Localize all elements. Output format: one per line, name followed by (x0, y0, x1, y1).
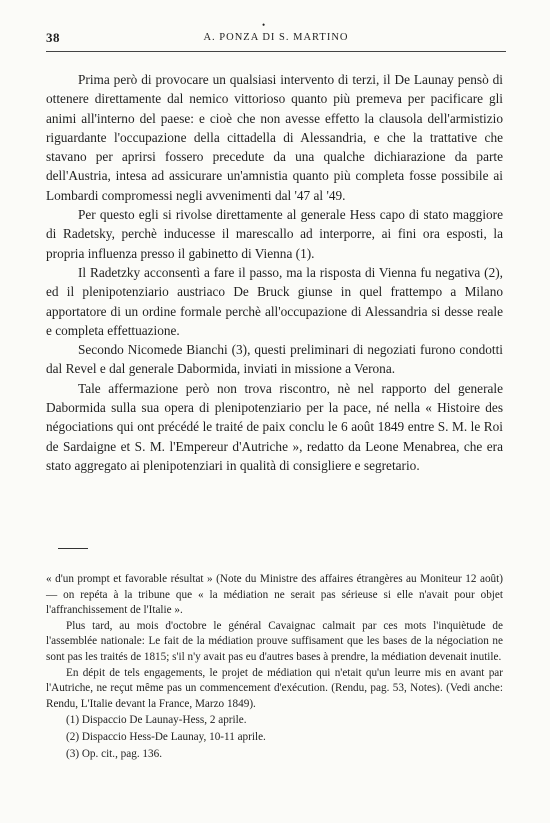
paragraph-1: Prima però di provocare un qualsiasi intervento di terzi, il De Launay pensò di ottenere direttamente dal nemico vittorioso quanto più premeva per pacificare gli animi all'interno del paese: e cioè che non avesse effetto la clausola dell'armistizio riguardante l'occupazione della cittadella di Alessandria, e che la trattative che stavano per aprirsi fossero precedute da una qualche dichiarazione da parte dell'Austria, intesa ad assicurare un'amnistia quanto più completa fosse possibile ai Lombardi compromessi negli avvenimenti dal '47 al '49. (46, 72, 503, 203)
header-rule (46, 51, 506, 52)
footnotes (46, 572, 503, 762)
footnote-ref-1: (1) Dispaccio De Launay-Hess, 2 aprile. (66, 714, 247, 727)
paragraph-4: Secondo Nicomede Bianchi (3), questi preliminari di negoziati furono condotti dal Revel e dal generale Dabormida, inviati in missione a Verona. (46, 342, 503, 377)
page-number: 38 (46, 30, 60, 45)
paragraph-3: Il Radetzky acconsentì a fare il passo, ma la risposta di Vienna fu negativa (2), ed il plenipotenziario austriaco De Bruck giunse in quel frattempo a Milano apportatore di un ordine formale perchè all'occupazione di Alessandria si desse reale e completa effettuazione. (46, 264, 503, 338)
footnote-ref-3: (3) Op. cit., pag. 136. (66, 747, 163, 760)
page-header (46, 20, 506, 46)
footnote-ref-2: (2) Dispaccio Hess-De Launay, 10-11 aprile. (66, 730, 266, 743)
paragraph-5: Tale affermazione però non trova riscontro, nè nel rapporto del generale Dabormida sulla sua opera di plenipotenziario per la pace, né nella « Histoire des négociations qui ont précédé le traité de paix conclu le 6 août 1849 entre S. M. le Roi de Sardaigne et S. M. l'Empereur d'Autriche », redatto da Leone Menabrea, che era stato aggregato ai plenipotenziari in qualità di consigliere e segretario. (46, 380, 503, 473)
footnote-continuation: « d'un prompt et favorable résultat » (Note du Ministre des affaires étrangères au Moniteur 12 août) — on repéta à la tribune que « la médiation ne serait pas sérieuse si elle n'avait pour objet l'affranchissement de l'Italie ». (46, 573, 503, 617)
footnote-paragraph-2: Plus tard, au mois d'octobre le général Cavaignac calmait par ces mots l'inquiètude de l'assemblée nationale: Le fait de la médiation prouve suffisament que les bases de la négociation ne sont pas les traités de 1815; s'il n'y avait pas eu d'autres bases à prendre, la médiation devenait inutile. (46, 619, 503, 663)
footnote-rule (58, 548, 88, 549)
footnote-paragraph-3: En dépit de tels engagements, le projet de médiation qui n'etait qu'un leurre mis en avant par l'Autriche, ne reçut même pas un commencement d'exécution. (Rendu, pag. 53, Notes). (Vedi anche: Rendu, L'Italie devant la France, Marzo 1849). (46, 666, 503, 710)
header-dot: • (262, 20, 266, 30)
paragraph-2: Per questo egli si rivolse direttamente al generale Hess capo di stato maggiore di Radetsky, perchè inducesse il marescallo ad interporre, ai fini ora esposti, la propria influenza presso il gabinetto di Vienna (1). (46, 207, 503, 261)
body-text (46, 70, 503, 475)
running-head: A. PONZA DI S. MARTINO (203, 32, 349, 43)
